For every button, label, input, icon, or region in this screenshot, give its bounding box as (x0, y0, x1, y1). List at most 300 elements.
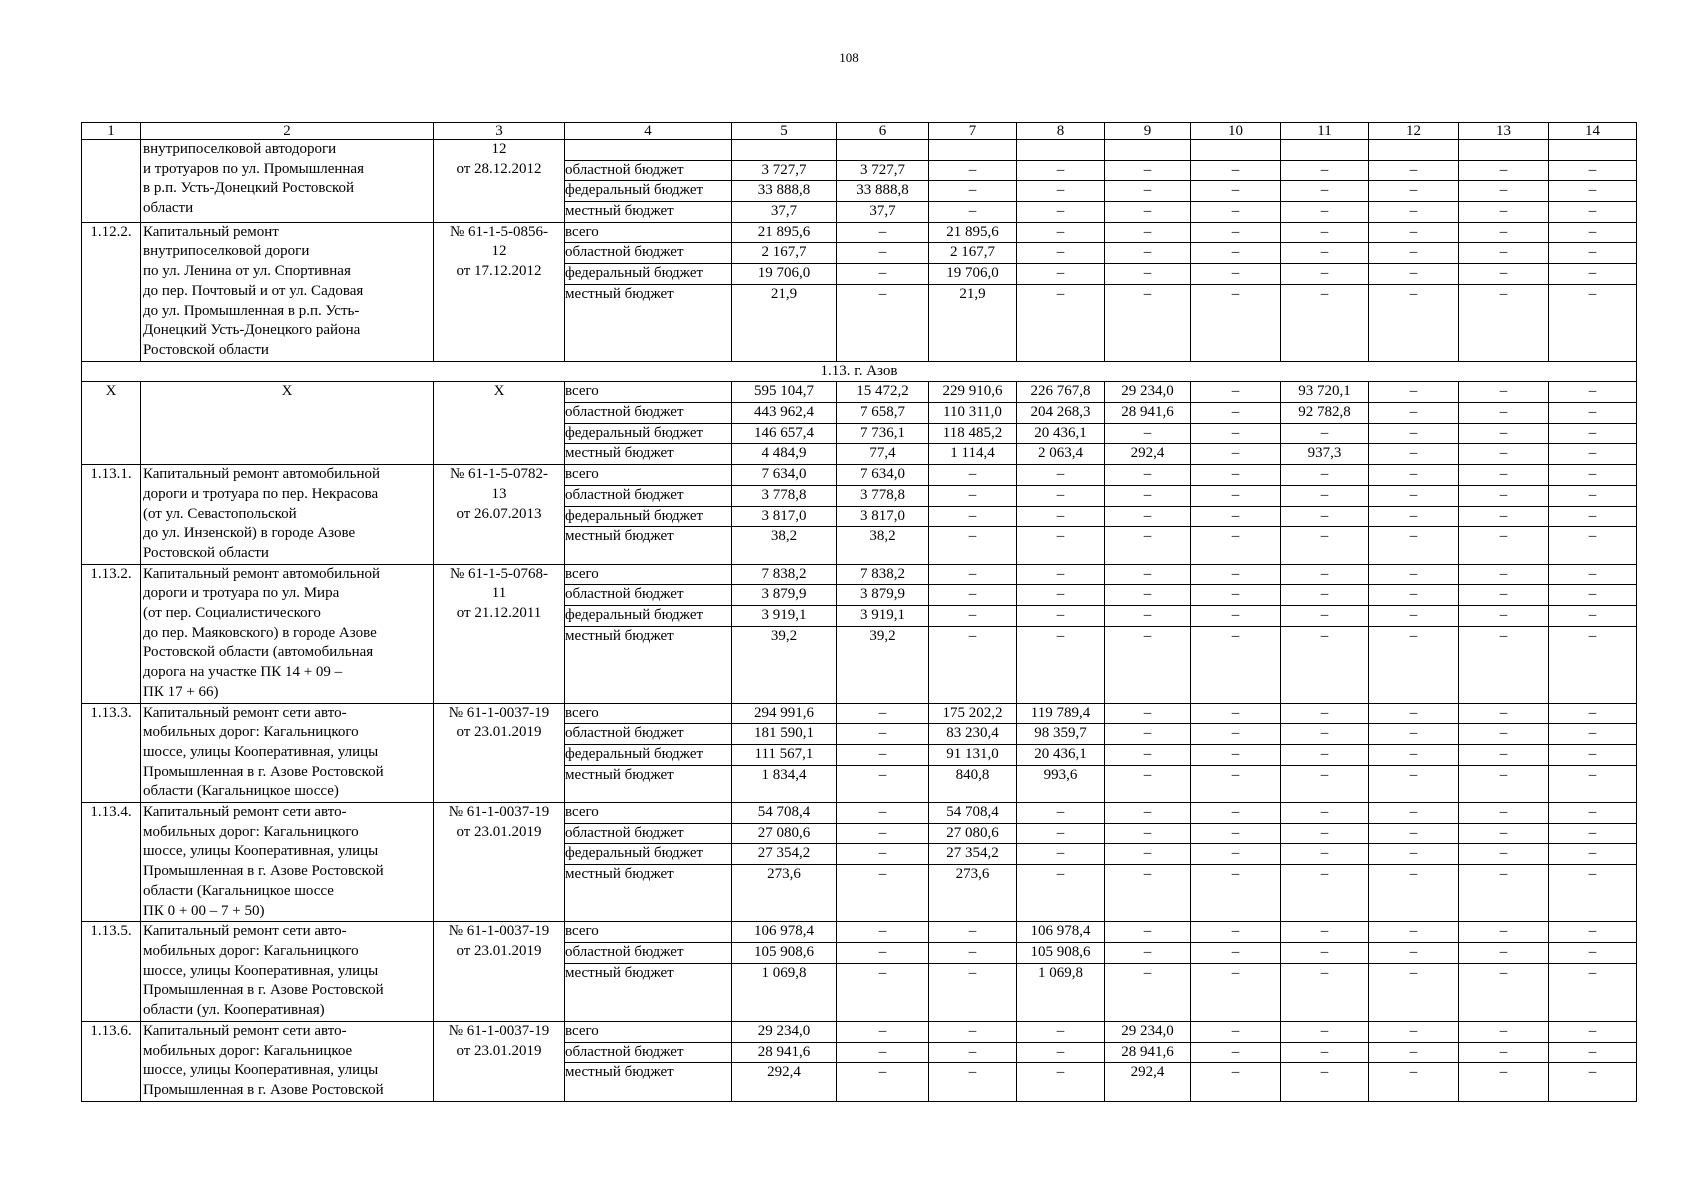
amount: 28 941,6 (1105, 1042, 1190, 1063)
amount: 3 778,8 (732, 485, 836, 506)
section-title: 1.13. г. Азов (82, 361, 1637, 382)
value-cell-col-13 (1459, 703, 1549, 803)
amount: – (1459, 765, 1548, 786)
value-cell-col-5 (732, 1021, 837, 1101)
amount: – (1459, 963, 1548, 984)
funding-source-cell (565, 1021, 732, 1101)
amount: 181 590,1 (732, 723, 836, 744)
amount: – (1231, 383, 1240, 400)
funding-source: федеральный бюджет (565, 843, 731, 864)
value-cell-col-7 (929, 803, 1017, 922)
funding-source: областной бюджет (565, 242, 731, 263)
value-cell-col-9 (1105, 382, 1191, 465)
amount: – (1459, 584, 1548, 605)
amount: 111 567,1 (732, 744, 836, 765)
amount: – (1459, 201, 1548, 222)
value-cell-col-5 (732, 140, 837, 223)
funding-source: всего (565, 804, 599, 821)
value-cell-col-5 (732, 222, 837, 361)
amount: 33 888,8 (837, 180, 928, 201)
value-cell-col-5 (732, 922, 837, 1022)
value-cell-col-11 (1281, 803, 1369, 922)
amount: – (1369, 402, 1458, 423)
funding-source-cell (565, 703, 732, 803)
amount: – (1281, 485, 1368, 506)
value-cell-col-13 (1459, 222, 1549, 361)
value-cell-col-12 (1369, 803, 1459, 922)
table-row (82, 564, 1637, 703)
amount: 7 838,2 (761, 565, 807, 582)
amount: 3 778,8 (837, 485, 928, 506)
amount: – (1369, 744, 1458, 765)
funding-source-cell (565, 382, 732, 465)
amount: 28 941,6 (732, 1042, 836, 1063)
amount: – (1459, 1062, 1548, 1083)
value-cell-col-10 (1191, 564, 1281, 703)
amount: – (1105, 526, 1190, 547)
value-cell-col-13 (1459, 1021, 1549, 1101)
amount: 937,3 (1281, 443, 1368, 464)
amount: 595 104,7 (754, 383, 814, 400)
amount: – (1459, 744, 1548, 765)
amount: – (1017, 823, 1104, 844)
amount: – (1105, 485, 1190, 506)
column-header: 1 (82, 123, 141, 140)
value-cell-col-5 (732, 382, 837, 465)
amount: – (1549, 864, 1636, 885)
amount: – (1369, 843, 1458, 864)
amount: – (1191, 1042, 1280, 1063)
value-cell-col-10 (1191, 803, 1281, 922)
column-header: 14 (1549, 123, 1637, 140)
amount: – (1459, 626, 1548, 647)
amount: – (1017, 201, 1104, 222)
amount: – (1369, 526, 1458, 547)
amount: – (1459, 423, 1548, 444)
amount: – (1320, 1022, 1329, 1039)
amount: – (1459, 1042, 1548, 1063)
value-cell-col-11 (1281, 222, 1369, 361)
value-cell-col-12 (1369, 465, 1459, 565)
amount: – (1017, 180, 1104, 201)
amount: – (929, 1062, 1016, 1083)
amount: – (1105, 180, 1190, 201)
amount: – (1459, 506, 1548, 527)
column-header: 6 (837, 123, 929, 140)
amount: – (1409, 565, 1418, 582)
funding-source: местный бюджет (565, 526, 731, 547)
amount (837, 140, 928, 160)
amount: – (1588, 1022, 1597, 1039)
budget-table (81, 122, 1637, 1102)
amount: 92 782,8 (1281, 402, 1368, 423)
amount: – (1409, 223, 1418, 240)
amount: – (1281, 963, 1368, 984)
value-cell-col-11 (1281, 382, 1369, 465)
amount: – (1459, 723, 1548, 744)
amount: – (1191, 263, 1280, 284)
amount: – (1320, 223, 1329, 240)
amount: – (837, 823, 928, 844)
amount: – (1499, 923, 1508, 940)
expertise-number: 12 от 28.12.2012 (434, 140, 565, 223)
value-cell-col-10 (1191, 140, 1281, 223)
amount: – (1056, 565, 1065, 582)
funding-source: областной бюджет (565, 723, 731, 744)
value-cell-col-9 (1105, 922, 1191, 1022)
amount: – (1017, 626, 1104, 647)
value-cell-col-6 (837, 382, 929, 465)
amount: – (1017, 263, 1104, 284)
amount: 19 706,0 (929, 263, 1016, 284)
amount: – (878, 923, 887, 940)
amount: – (1369, 584, 1458, 605)
amount: – (1105, 744, 1190, 765)
amount: – (1549, 402, 1636, 423)
amount: – (1017, 485, 1104, 506)
value-cell-col-12 (1369, 564, 1459, 703)
amount: – (1281, 242, 1368, 263)
section-row (82, 361, 1637, 382)
item-number: 1.13.1. (82, 465, 141, 565)
amount: – (1409, 923, 1418, 940)
amount: – (1459, 526, 1548, 547)
amount: – (1056, 466, 1065, 483)
funding-source: областной бюджет (565, 1042, 731, 1063)
amount: – (837, 864, 928, 885)
amount: – (1105, 423, 1190, 444)
amount: – (1191, 506, 1280, 527)
amount: – (837, 744, 928, 765)
amount: – (1549, 263, 1636, 284)
value-cell-col-6 (837, 703, 929, 803)
amount: – (929, 506, 1016, 527)
value-cell-col-14 (1549, 382, 1637, 465)
column-header: 2 (141, 123, 434, 140)
value-cell-col-10 (1191, 1021, 1281, 1101)
amount: 840,8 (929, 765, 1016, 786)
amount (732, 140, 836, 160)
amount: 27 080,6 (929, 823, 1016, 844)
value-cell-col-14 (1549, 803, 1637, 922)
amount: – (1320, 466, 1329, 483)
amount: – (1281, 180, 1368, 201)
value-cell-col-6 (837, 564, 929, 703)
amount: – (1588, 923, 1597, 940)
amount: – (1549, 744, 1636, 765)
amount: 292,4 (732, 1062, 836, 1083)
item-number: 1.13.4. (82, 803, 141, 922)
amount: – (1281, 744, 1368, 765)
value-cell-col-12 (1369, 1021, 1459, 1101)
value-cell-col-10 (1191, 922, 1281, 1022)
value-cell-col-7 (929, 703, 1017, 803)
value-cell-col-9 (1105, 222, 1191, 361)
amount: – (878, 223, 887, 240)
value-cell-col-11 (1281, 922, 1369, 1022)
table-row (82, 140, 1637, 223)
amount: 110 311,0 (929, 402, 1016, 423)
expertise-number: № 61-1-0037-19 от 23.01.2019 (434, 703, 565, 803)
amount: – (1499, 383, 1508, 400)
amount: – (1459, 443, 1548, 464)
amount: – (1499, 565, 1508, 582)
table-row (82, 382, 1637, 465)
funding-source: федеральный бюджет (565, 605, 731, 626)
amount: – (1369, 864, 1458, 885)
amount: – (1191, 584, 1280, 605)
amount: – (1409, 804, 1418, 821)
amount: – (1549, 1062, 1636, 1083)
amount: 106 978,4 (754, 923, 814, 940)
item-number: 1.13.3. (82, 703, 141, 803)
amount: – (878, 804, 887, 821)
value-cell-col-8 (1017, 465, 1105, 565)
value-cell-col-6 (837, 465, 929, 565)
amount: – (1105, 201, 1190, 222)
amount: – (1588, 804, 1597, 821)
amount: – (1281, 605, 1368, 626)
table-row (82, 703, 1637, 803)
column-header: 3 (434, 123, 565, 140)
amount: 93 720,1 (1298, 383, 1351, 400)
amount: – (1105, 723, 1190, 744)
amount: – (1191, 485, 1280, 506)
amount: – (837, 765, 928, 786)
amount: – (1281, 765, 1368, 786)
funding-source: областной бюджет (565, 942, 731, 963)
amount: 105 908,6 (732, 942, 836, 963)
amount: – (1017, 584, 1104, 605)
amount: – (1369, 942, 1458, 963)
amount: – (1369, 201, 1458, 222)
amount: – (837, 1062, 928, 1083)
amount: – (837, 723, 928, 744)
amount: 33 888,8 (732, 180, 836, 201)
expertise-number: Х (434, 382, 565, 465)
value-cell-col-7 (929, 922, 1017, 1022)
value-cell-col-11 (1281, 465, 1369, 565)
amount: – (1191, 284, 1280, 305)
amount: 3 727,7 (732, 160, 836, 181)
expertise-number: № 61-1-0037-19 от 23.01.2019 (434, 922, 565, 1022)
amount: – (1191, 843, 1280, 864)
amount: – (1105, 284, 1190, 305)
object-name: Х (141, 382, 434, 465)
funding-source: всего (565, 704, 599, 721)
amount: – (1231, 223, 1240, 240)
amount (1459, 140, 1548, 160)
value-cell-col-14 (1549, 222, 1637, 361)
amount: – (1281, 506, 1368, 527)
funding-source: местный бюджет (565, 626, 731, 647)
funding-source: местный бюджет (565, 443, 731, 464)
value-cell-col-10 (1191, 465, 1281, 565)
amount: – (1191, 723, 1280, 744)
funding-source: федеральный бюджет (565, 423, 731, 444)
value-cell-col-11 (1281, 140, 1369, 223)
amount: – (929, 942, 1016, 963)
amount: – (1549, 242, 1636, 263)
amount: – (1549, 823, 1636, 844)
amount: – (1017, 526, 1104, 547)
amount: – (1369, 284, 1458, 305)
value-cell-col-6 (837, 222, 929, 361)
amount: – (1143, 466, 1152, 483)
amount: 1 069,8 (732, 963, 836, 984)
value-cell-col-8 (1017, 922, 1105, 1022)
amount: – (1549, 942, 1636, 963)
amount: – (1320, 923, 1329, 940)
value-cell-col-13 (1459, 803, 1549, 922)
amount: 21,9 (732, 284, 836, 305)
funding-source: федеральный бюджет (565, 263, 731, 284)
amount: – (929, 160, 1016, 181)
value-cell-col-13 (1459, 922, 1549, 1022)
table-row (82, 465, 1637, 565)
column-header: 11 (1281, 123, 1369, 140)
amount: – (1105, 864, 1190, 885)
amount: 294 991,6 (754, 704, 814, 721)
item-number (82, 140, 141, 223)
funding-source: областной бюджет (565, 584, 731, 605)
amount: – (1549, 201, 1636, 222)
amount: – (1549, 1042, 1636, 1063)
amount: – (1459, 942, 1548, 963)
amount: – (1017, 843, 1104, 864)
amount: 204 268,3 (1017, 402, 1104, 423)
amount: 2 167,7 (929, 242, 1016, 263)
amount: 175 202,2 (942, 704, 1003, 721)
amount: – (929, 180, 1016, 201)
column-header: 4 (565, 123, 732, 140)
funding-source: местный бюджет (565, 765, 731, 786)
amount: 98 359,7 (1017, 723, 1104, 744)
amount: – (1017, 864, 1104, 885)
amount: – (968, 466, 977, 483)
amount: – (1549, 180, 1636, 201)
amount: – (1588, 565, 1597, 582)
amount: – (968, 565, 977, 582)
funding-source: всего (565, 1022, 599, 1039)
amount (1549, 140, 1636, 160)
amount: – (1281, 864, 1368, 885)
column-header: 5 (732, 123, 837, 140)
amount: – (1549, 584, 1636, 605)
amount: 83 230,4 (929, 723, 1016, 744)
amount (1191, 140, 1280, 160)
amount: – (1105, 160, 1190, 181)
value-cell-col-12 (1369, 140, 1459, 223)
amount: 27 080,6 (732, 823, 836, 844)
amount: – (1549, 160, 1636, 181)
amount: – (1459, 864, 1548, 885)
amount: 77,4 (837, 443, 928, 464)
amount: 7 634,0 (761, 466, 807, 483)
amount (929, 140, 1016, 160)
amount: – (1281, 160, 1368, 181)
amount: 3 727,7 (837, 160, 928, 181)
amount (1105, 140, 1190, 160)
funding-source (565, 140, 731, 160)
value-cell-col-7 (929, 1021, 1017, 1101)
amount: – (1056, 223, 1065, 240)
amount: – (1191, 963, 1280, 984)
column-header: 8 (1017, 123, 1105, 140)
funding-source: областной бюджет (565, 402, 731, 423)
amount: – (1459, 263, 1548, 284)
amount: – (1105, 843, 1190, 864)
amount: 39,2 (837, 626, 928, 647)
amount: 119 789,4 (1030, 704, 1091, 721)
amount: – (1369, 506, 1458, 527)
funding-source: федеральный бюджет (565, 744, 731, 765)
amount: – (1281, 284, 1368, 305)
amount: 292,4 (1105, 1062, 1190, 1083)
funding-source-cell (565, 140, 732, 223)
value-cell-col-9 (1105, 465, 1191, 565)
amount: – (1143, 223, 1152, 240)
amount: 3 817,0 (837, 506, 928, 527)
amount: 29 234,0 (757, 1022, 811, 1039)
amount: – (1549, 843, 1636, 864)
amount: – (1056, 1022, 1065, 1039)
amount: – (1369, 1042, 1458, 1063)
item-number: 1.13.2. (82, 564, 141, 703)
amount: – (878, 704, 887, 721)
amount: 21 895,6 (757, 223, 811, 240)
amount: – (1191, 402, 1280, 423)
value-cell-col-7 (929, 465, 1017, 565)
value-cell-col-8 (1017, 140, 1105, 223)
amount: – (1549, 506, 1636, 527)
amount: – (1459, 284, 1548, 305)
funding-source: областной бюджет (565, 823, 731, 844)
value-cell-col-6 (837, 922, 929, 1022)
value-cell-col-5 (732, 564, 837, 703)
amount: – (1281, 1042, 1368, 1063)
amount: – (1369, 160, 1458, 181)
object-name: Капитальный ремонт автомобильной дороги и тротуара по ул. Мира (от пер. Социалистического до пер. Маяковского) в городе Азове Ростовской области (автомобильная дорога на участке ПК 14 + 09 – ПК 17 + 66) (141, 564, 434, 703)
amount: – (1017, 160, 1104, 181)
amount: 19 706,0 (732, 263, 836, 284)
amount: 118 485,2 (929, 423, 1016, 444)
amount: – (1549, 723, 1636, 744)
amount: 38,2 (837, 526, 928, 547)
value-cell-col-8 (1017, 1021, 1105, 1101)
object-name: Капитальный ремонт автомобильной дороги и тротуара по пер. Некрасова (от ул. Севастопольской до ул. Инзенской) в городе Азове Ростовской области (141, 465, 434, 565)
value-cell-col-8 (1017, 803, 1105, 922)
amount: – (1281, 843, 1368, 864)
funding-source: местный бюджет (565, 284, 731, 305)
amount: – (929, 526, 1016, 547)
amount: – (1231, 804, 1240, 821)
funding-source: местный бюджет (565, 864, 731, 885)
amount (1369, 140, 1458, 160)
amount: – (837, 242, 928, 263)
expertise-number: № 61-1-0037-19 от 23.01.2019 (434, 1021, 565, 1101)
amount: – (1369, 626, 1458, 647)
amount: – (1191, 605, 1280, 626)
value-cell-col-9 (1105, 564, 1191, 703)
amount: – (1143, 704, 1152, 721)
value-cell-col-14 (1549, 465, 1637, 565)
funding-source: местный бюджет (565, 1062, 731, 1083)
amount: 39,2 (732, 626, 836, 647)
amount: – (1588, 383, 1597, 400)
amount: – (1191, 864, 1280, 885)
amount (1017, 140, 1104, 160)
